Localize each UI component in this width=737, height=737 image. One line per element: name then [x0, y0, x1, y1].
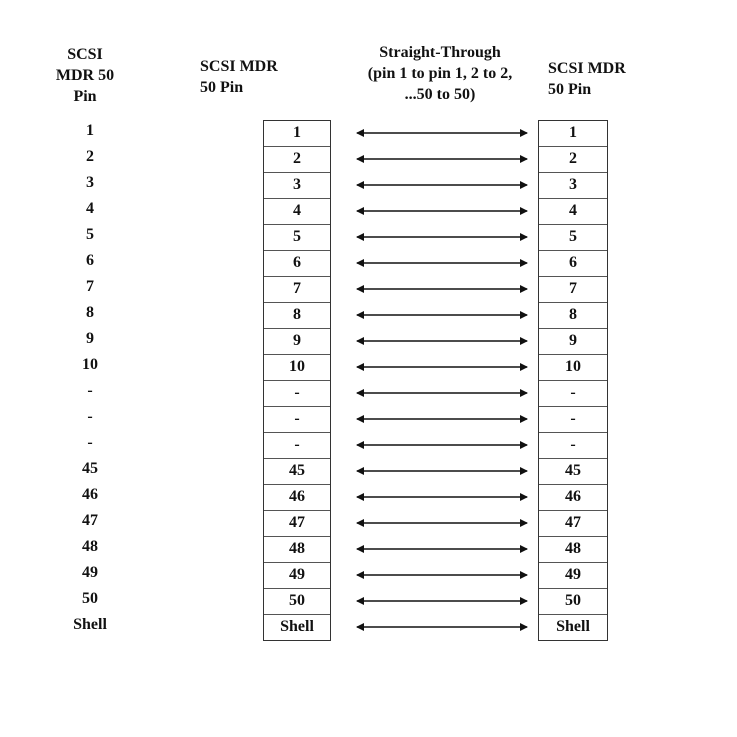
left-pin-cell: 9 — [264, 329, 330, 355]
left-pin-cell: 6 — [264, 251, 330, 277]
pin-label: 46 — [82, 486, 98, 503]
right-pin-cell: 48 — [539, 537, 607, 563]
pin-label: 49 — [82, 564, 98, 581]
right-pin-cell: 45 — [539, 459, 607, 485]
header-line: (pin 1 to pin 1, 2 to 2, — [367, 65, 513, 82]
left-pin-cell: - — [264, 381, 330, 407]
left-pin-cell: - — [264, 407, 330, 433]
left-pin-cell: 5 — [264, 225, 330, 251]
connection-arrows — [345, 120, 540, 645]
pin-label: 10 — [82, 356, 98, 373]
pin-label: 4 — [86, 200, 94, 217]
header-line: Pin — [73, 88, 97, 105]
right-pin-cell: 50 — [539, 589, 607, 615]
left-pin-cell: 46 — [264, 485, 330, 511]
right-pin-cell: 47 — [539, 511, 607, 537]
right-pin-cell: 9 — [539, 329, 607, 355]
right-pin-cell: 49 — [539, 563, 607, 589]
pin-label: - — [87, 434, 93, 451]
header-line: SCSI MDR — [200, 58, 278, 75]
right-pin-cell: 5 — [539, 225, 607, 251]
right-pin-cell: 10 — [539, 355, 607, 381]
right-pin-cell: 1 — [539, 121, 607, 147]
left-pin-cell: Shell — [280, 618, 314, 635]
right-pin-cell: 2 — [539, 147, 607, 173]
left-pin-cell: 48 — [264, 537, 330, 563]
right-pin-cell: - — [539, 381, 607, 407]
right-pin-cell: 6 — [539, 251, 607, 277]
left-connector-header — [200, 56, 320, 98]
pin-label: 9 — [86, 330, 94, 347]
right-pin-cell: 3 — [539, 173, 607, 199]
left-connector-pins — [263, 120, 331, 641]
pin-label: - — [87, 382, 93, 399]
pin-label: 50 — [82, 590, 98, 607]
pin-label: 1 — [86, 122, 94, 139]
pin-label: 7 — [86, 278, 94, 295]
pin-label: 8 — [86, 304, 94, 321]
pin-label: 3 — [86, 174, 94, 191]
right-connector-pins — [538, 120, 608, 641]
header-line: SCSI MDR — [548, 60, 626, 77]
header-line: Straight-Through — [379, 44, 501, 61]
left-pin-cell: 50 — [264, 589, 330, 615]
straight-through-header — [330, 42, 550, 105]
pin-label: 48 — [82, 538, 98, 555]
pin-label: 45 — [82, 460, 98, 477]
right-pin-cell: 46 — [539, 485, 607, 511]
pin-label: 47 — [82, 512, 98, 529]
header-line: MDR 50 — [55, 67, 115, 84]
pin-column-header — [30, 44, 140, 107]
left-pin-cell: 3 — [264, 173, 330, 199]
right-pin-cell: 7 — [539, 277, 607, 303]
left-pin-cell: 45 — [264, 459, 330, 485]
left-pin-cell: 2 — [264, 147, 330, 173]
pin-label: Shell — [73, 616, 107, 633]
left-pin-cell: 7 — [264, 277, 330, 303]
right-pin-cell: Shell — [556, 618, 590, 635]
header-line: 50 Pin — [548, 81, 592, 98]
right-pin-cell: 8 — [539, 303, 607, 329]
header-line: SCSI — [67, 46, 103, 63]
pin-label: 5 — [86, 226, 94, 243]
pin-label: 6 — [86, 252, 94, 269]
left-pin-cell: 49 — [264, 563, 330, 589]
left-pin-cell: 4 — [264, 199, 330, 225]
left-pin-cell: 47 — [264, 511, 330, 537]
right-connector-header — [548, 58, 668, 100]
right-pin-cell: 4 — [539, 199, 607, 225]
pin-number-list — [40, 120, 140, 640]
pin-label: 2 — [86, 148, 94, 165]
pin-label: - — [87, 408, 93, 425]
right-pin-cell: - — [539, 407, 607, 433]
right-pin-cell: - — [539, 433, 607, 459]
header-line: 50 Pin — [200, 79, 244, 96]
left-pin-cell: - — [264, 433, 330, 459]
header-line: ...50 to 50) — [404, 86, 476, 103]
left-pin-cell: 1 — [264, 121, 330, 147]
left-pin-cell: 8 — [264, 303, 330, 329]
left-pin-cell: 10 — [264, 355, 330, 381]
